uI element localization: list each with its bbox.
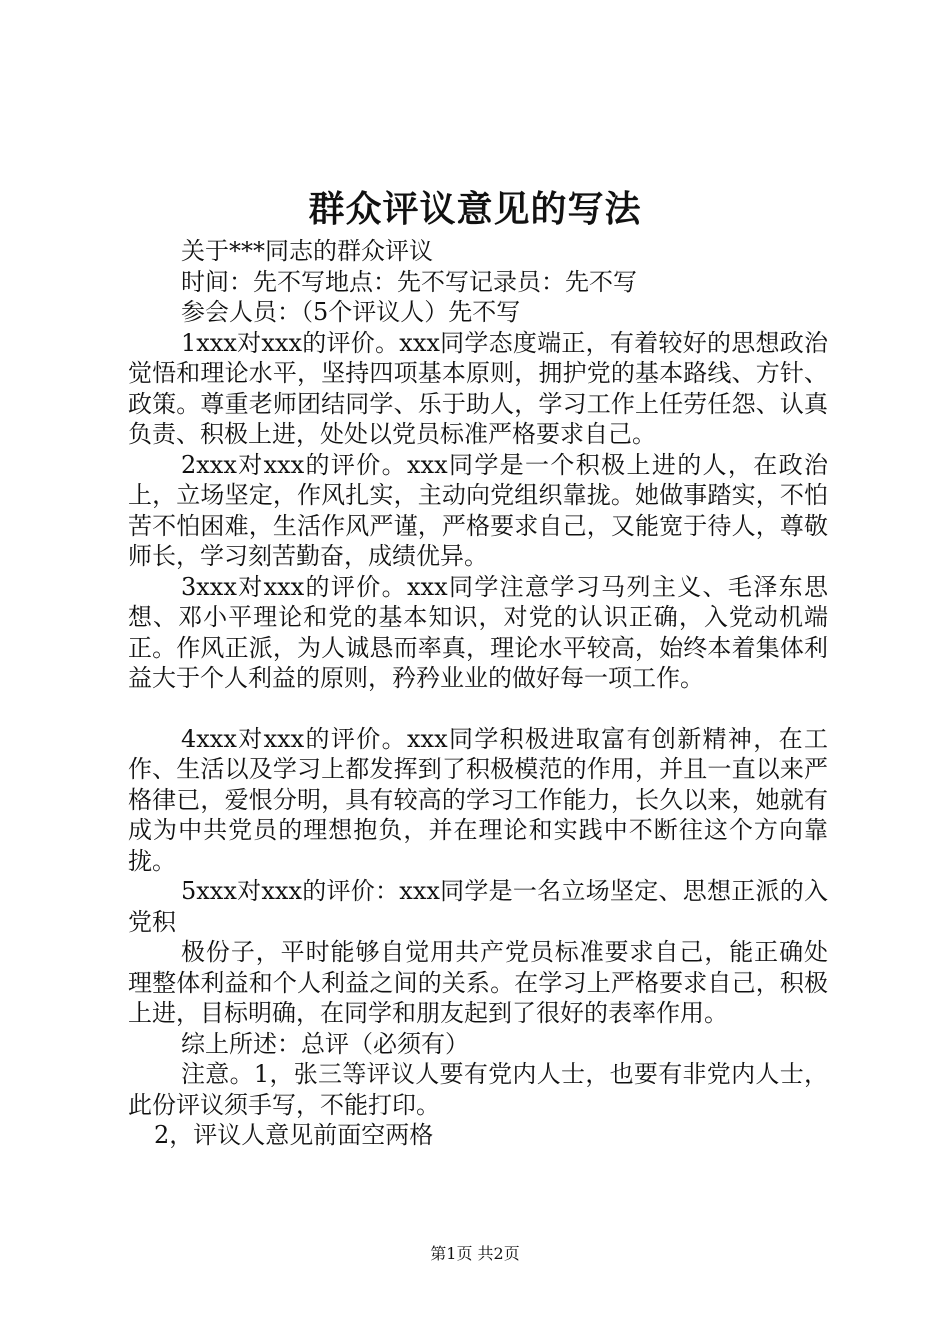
document-body xyxy=(128,236,828,1151)
document-title: 群众评议意见的写法 xyxy=(308,188,642,230)
page-number-footer: 第1页 共2页 xyxy=(430,1244,520,1263)
paragraph-summary: 综上所述：总评（必须有） xyxy=(181,1029,469,1058)
paragraph-evaluation-4: 4xxx对xxx的评价。xxx同学积极进取富有创新精神，在工作、生活以及学习上都发挥到了积极模范的作用，并且一直以来严格律已，爱恨分明，具有较高的学习工作能力，长久以来，她就有成为中共党员的理想抱负，并在理论和实践中不断往这个方向靠拢。 xyxy=(128,724,828,875)
paragraph-attendees: 参会人员：（5个评议人）先不写 xyxy=(181,298,521,326)
paragraph-evaluation-3: 3xxx对xxx的评价。xxx同学注意学习马列主义、毛泽东思想、邓小平理论和党的基本知识，对党的认识正确，入党动机端正。作风正派，为人诚恳而率真，理论水平较高，始终本着集体利益大于个人利益的原则，矜矜业业的做好每一项工作。 xyxy=(128,572,828,692)
paragraph-note-2: 2，评议人意见前面空两格 xyxy=(154,1121,434,1149)
paragraph-evaluation-5-continued: 极份子，平时能够自觉用共产党员标准要求自己，能正确处理整体利益和个人利益之间的关系。在学习上严格要求自己，积极上进，目标明确，在同学和朋友起到了很好的表率作用。 xyxy=(128,938,828,1027)
paragraph-evaluation-5: 5xxx对xxx的评价：xxx同学是一名立场坚定、思想正派的入党积 xyxy=(128,877,828,936)
paragraph-meeting-info: 时间：先不写地点：先不写记录员：先不写 xyxy=(181,267,637,296)
paragraph-note-1: 注意。1，张三等评议人要有党内人士，也要有非党内人士，此份评议须手写，不能打印。 xyxy=(128,1060,828,1119)
paragraph-evaluation-2: 2xxx对xxx的评价。xxx同学是一个积极上进的人，在政治上，立场坚定，作风扎实，主动向党组织靠拢。她做事踏实，不怕苦不怕困难，生活作风严谨，严格要求自己，又能宽于待人，尊敬师长，学习刻苦勤奋，成绩优异。 xyxy=(128,450,828,570)
paragraph-evaluation-1: 1xxx对xxx的评价。xxx同学态度端正，有着较好的思想政治觉悟和理论水平，坚持四项基本原则，拥护党的基本路线、方针、政策。尊重老师团结同学、乐于助人，学习工作上任劳任怨、认真负责、积极上进，处处以党员标准严格要求自己。 xyxy=(128,328,828,448)
paragraph-subject: 关于***同志的群众评议 xyxy=(181,237,433,265)
